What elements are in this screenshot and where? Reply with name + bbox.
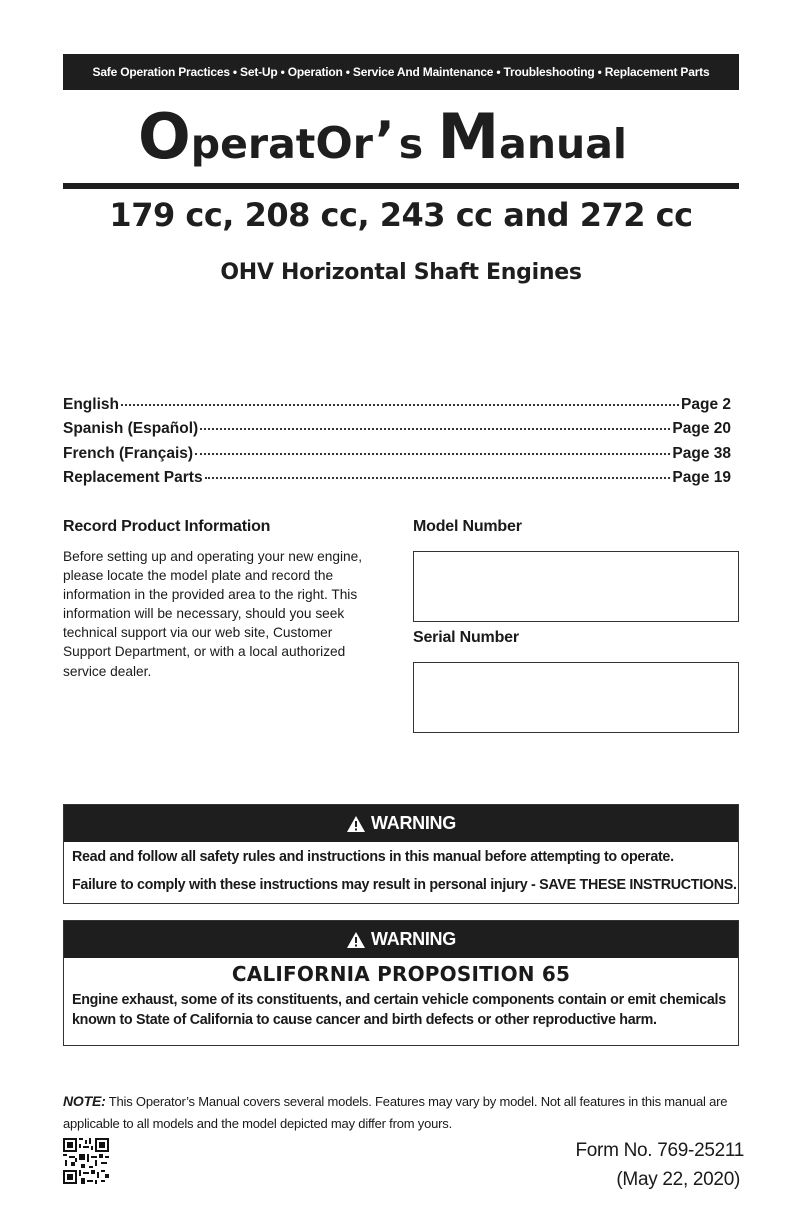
warning-triangle-icon xyxy=(346,815,366,833)
model-note xyxy=(63,1090,743,1135)
safety-warning-box xyxy=(63,804,739,904)
form-number: Form No. 769-25211 xyxy=(575,1140,744,1161)
warning-triangle-icon xyxy=(346,931,366,949)
warning-text: Engine exhaust, some of its constituents, and certain vehicle components contain or emit chemicals xyxy=(72,992,726,1008)
serial-number-label: Serial Number xyxy=(413,629,519,646)
warning-text: known to State of California to cause cancer and birth defects or other reproductive harm. xyxy=(72,1012,657,1028)
prop65-heading: CALIFORNIA PROPOSITION 65 xyxy=(231,962,571,986)
toc-entry[interactable]: Spanish (Español) Page 20 xyxy=(63,420,731,438)
toc-entry[interactable]: English Page 2 xyxy=(63,396,731,413)
form-info xyxy=(575,1136,744,1194)
record-info-heading: Record Product Information xyxy=(63,518,271,535)
warning-text: Failure to comply with these instructions may result in personal injury - SAVE THESE INSTRUCTIONS. xyxy=(72,877,737,893)
form-date: (May 22, 2020) xyxy=(616,1169,740,1190)
title-rule xyxy=(63,183,739,189)
prop65-warning-box xyxy=(63,920,739,1046)
engine-sizes: 179 cc, 208 cc, 243 cc and 272 cc xyxy=(109,196,693,234)
warning-header: WARNING xyxy=(64,805,738,842)
qr-code-icon[interactable] xyxy=(63,1138,109,1184)
section-list-text: Safe Operation Practices • Set-Up • Operation • Service And Maintenance • Troubleshooting • Replacement Parts xyxy=(92,65,710,79)
record-info-body: Before setting up and operating your new engine, please locate the model plate and record the information in the provided area to the right. This information will be necessary, should you seek technical support via our web site, Customer Support Department, or with a local authorized service dealer. xyxy=(63,549,363,679)
warning-text: Read and follow all safety rules and instructions in this manual before attempting to operate. xyxy=(72,849,674,865)
note-label: NOTE: xyxy=(63,1093,106,1109)
toc-entry[interactable]: Replacement Parts Page 19 xyxy=(63,468,731,486)
note-text: This Operator’s Manual covers several models. Features may vary by model. Not all features in this manual are applicable to all models and the model depicted may differ from yours. xyxy=(63,1094,728,1131)
section-list-bar xyxy=(63,54,739,90)
warning-header: WARNING xyxy=(64,921,738,958)
model-number-label: Model Number xyxy=(413,518,522,535)
toc-entry[interactable]: French (Français) Page 38 xyxy=(63,444,731,462)
manual-title: OperatOr’s Manual xyxy=(138,100,627,173)
serial-number-field[interactable] xyxy=(413,662,739,733)
table-of-contents xyxy=(63,396,731,493)
engine-type: OHV Horizontal Shaft Engines xyxy=(220,260,582,285)
model-number-field[interactable] xyxy=(413,551,739,622)
